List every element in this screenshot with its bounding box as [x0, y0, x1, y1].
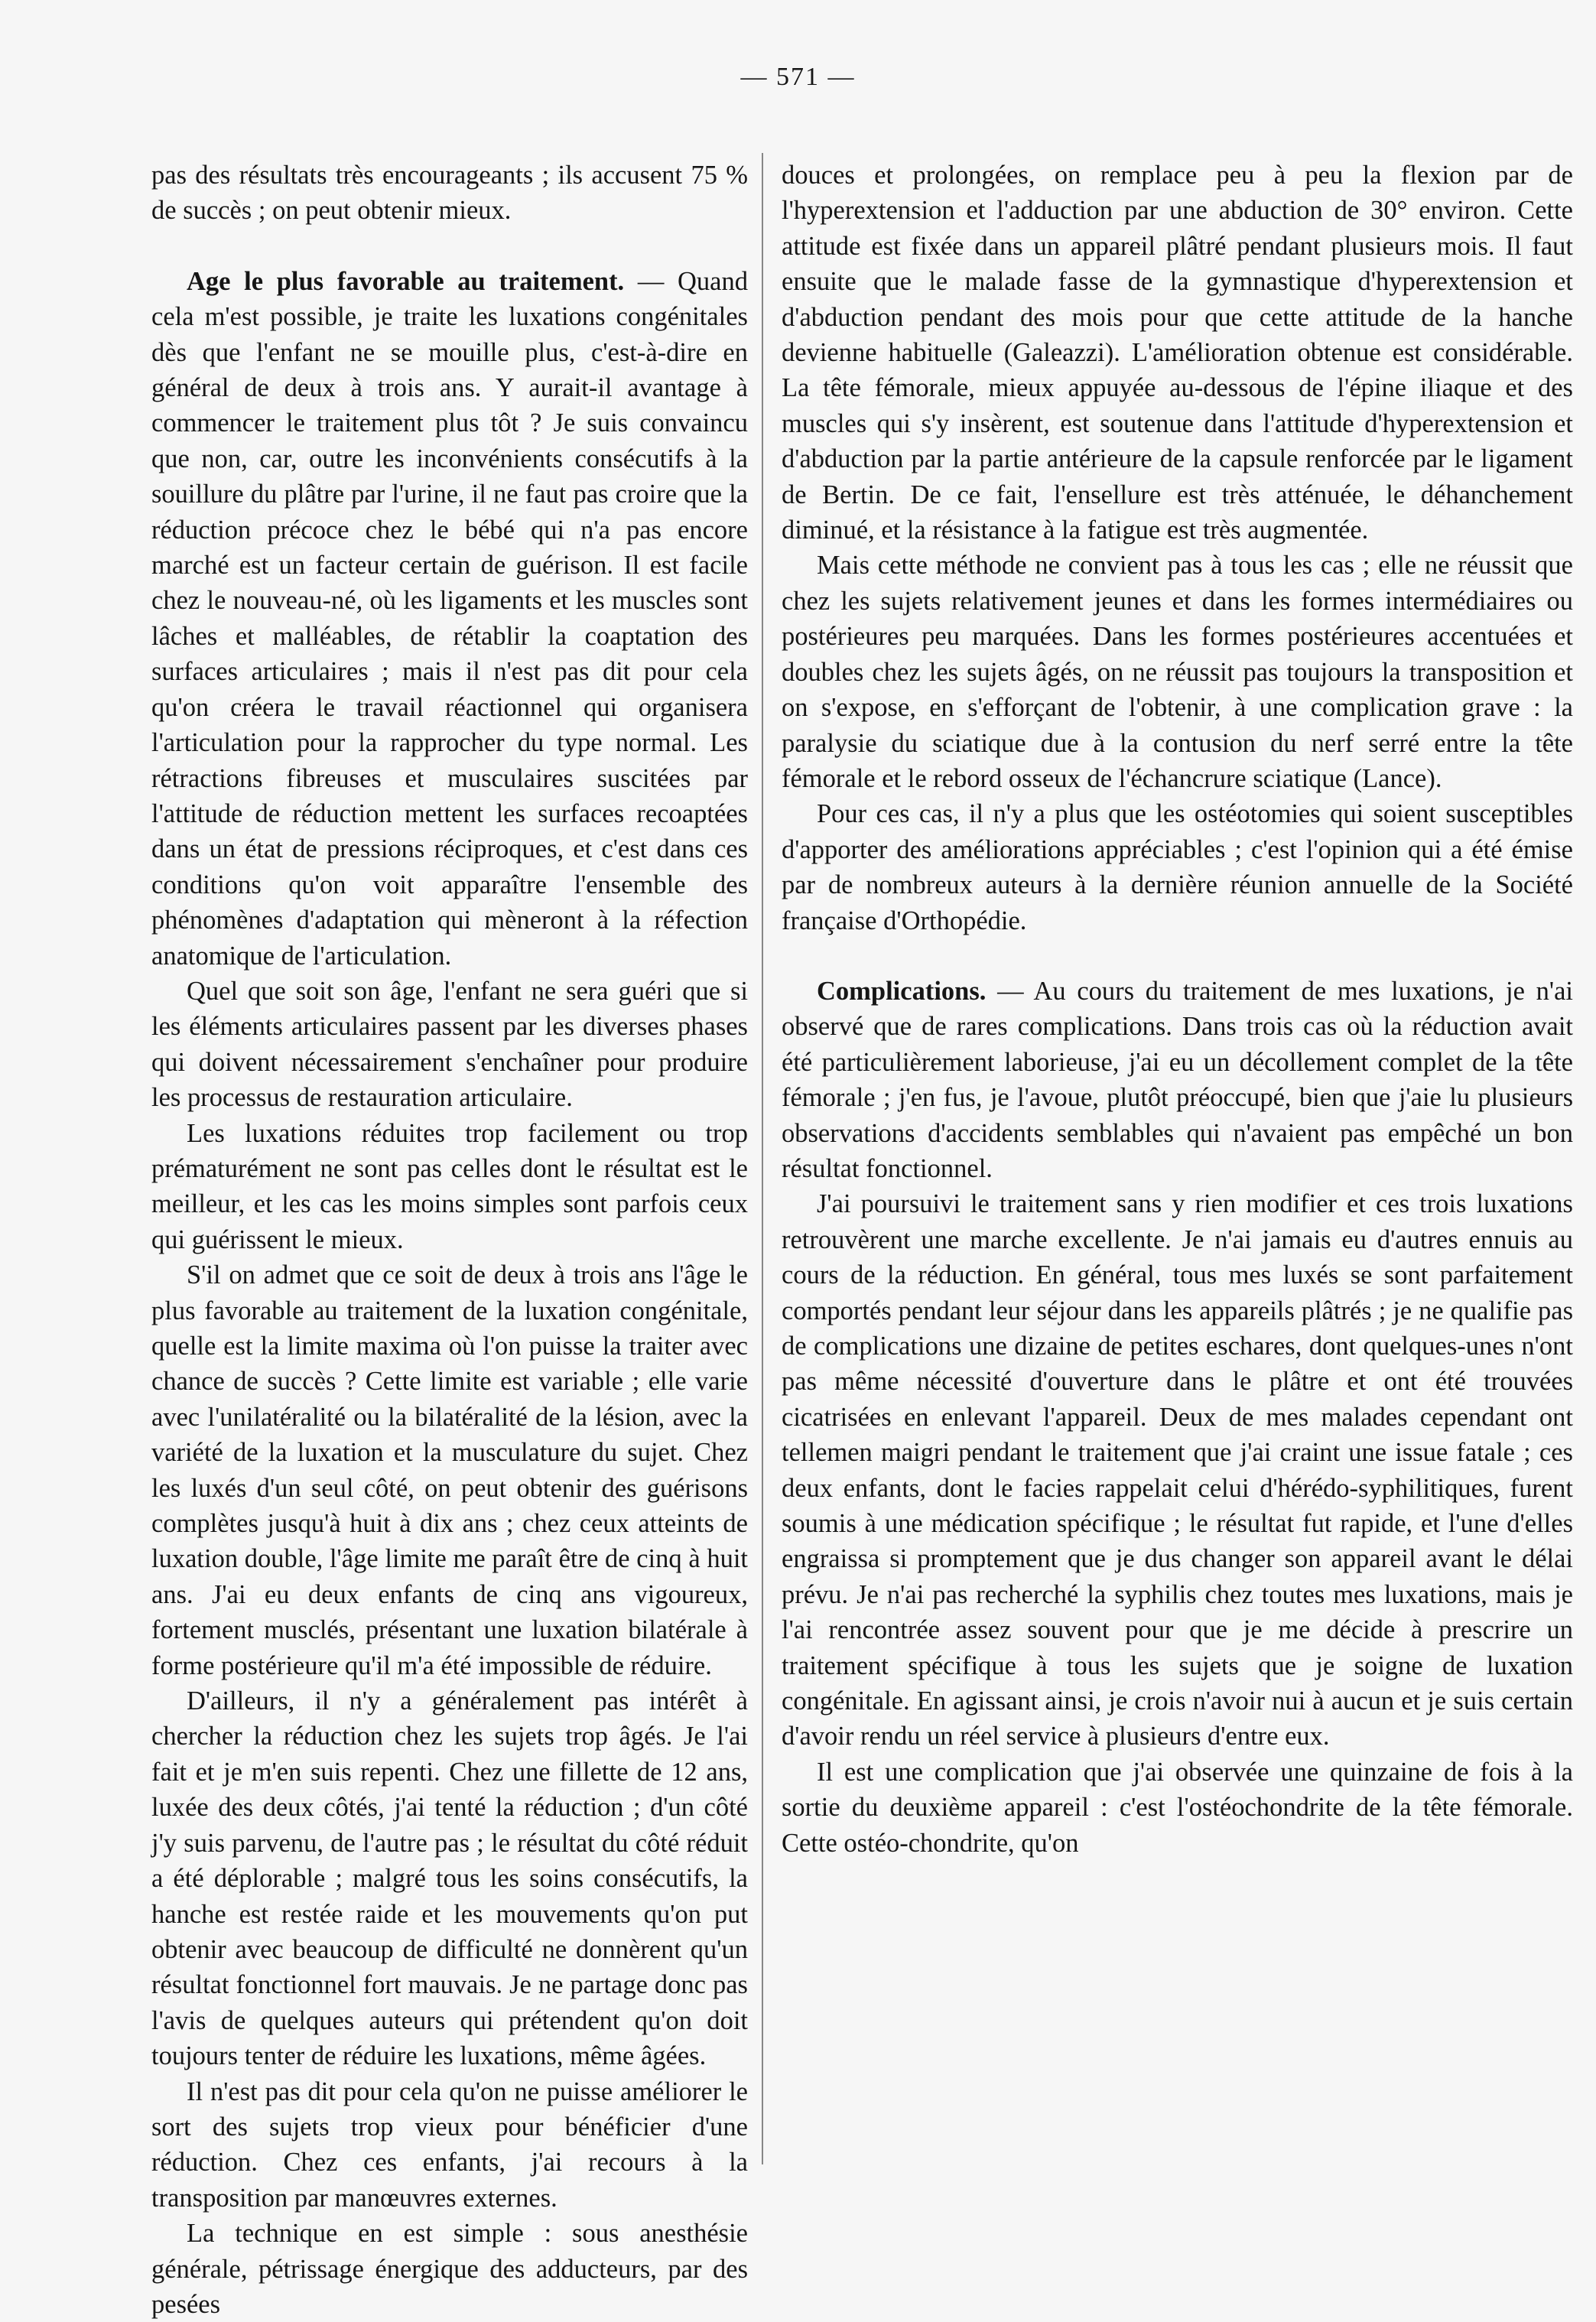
paragraph: douces et prolongées, on remplace peu à peu la flexion par de l'hyperextension et l'adduction par une abduction de 30° environ. Cette attitude est fixée dans un appareil plâtré pendant plusieurs mois. Il faut ensuite que le malade fasse de la gymnastique d'hyperextension et d'abduction pendant des mois pour que cette attitude de la hanche devienne habituelle (Galeazzi). L'amélioration obtenue est considérable. La tête fémorale, mieux appuyée au-dessous de l'épine iliaque et des muscles qui s'y insèrent, est soutenue dans l'attitude d'hyperextension et d'abduction par la partie antérieure de la capsule renforcée par le ligament de Bertin. De ce fait, l'ensellure est très atténuée, le déhanchement diminué, et la résistance à la fatigue est très augmentée. — [782, 161, 1573, 545]
paragraph: pas des résultats très encourageants ; ils accusent 75 % de succès ; on peut obtenir mieux. — [151, 161, 748, 226]
paragraph: D'ailleurs, il n'y a généralement pas intérêt à chercher la réduction chez les sujets trop âgés. Je l'ai fait et je m'en suis repenti. Chez une fillette de 12 ans, luxée des deux côtés, j'ai tenté la réduction ; d'un côté j'y suis parvenu, de l'autre pas ; le résultat du côté réduit a été déplorable ; malgré tous les soins consécutifs, la hanche est restée raide et les mouvements qu'on put obtenir avec beaucoup de difficulté ne donnèrent qu'un résultat fonctionnel fort mauvais. Je ne partage donc pas l'avis de quelques auteurs qui prétendent qu'on doit toujours tenter de réduire les luxations, même âgées. — [151, 1686, 748, 2071]
page-number: — 571 — — [740, 63, 856, 91]
right-column — [782, 158, 1573, 1861]
section-paragraph-age: Age le plus favorable au traitement. — Quand cela m'est possible, je traite les luxations congénitales dès que l'enfant ne se mouille plus, c'est-à-dire en général de deux à trois ans. Y aurait-il avantage à commencer le traitement plus tôt ? Je suis convaincu que non, car, outre les inconvénients consécutifs à la souillure du plâtre par l'urine, il ne faut pas croire que la réduction précoce chez le bébé qui n'a pas encore marché est un facteur certain de guérison. Il est facile chez le nouveau-né, où les ligaments et les muscles sont lâches et malléables, de rétablir la coaptation des surfaces articulaires ; mais il n'est pas dit pour cela qu'on créera le travail réactionnel qui organisera l'articulation pour la rapprocher du type normal. Les rétractions fibreuses et musculaires suscitées par l'attitude de réduction mettent les surfaces recoaptées dans un état de pressions réciproques, et c'est dans ces conditions qu'on voit apparaître l'ensemble des phénomènes d'adaptation qui mèneront à la réfection anatomique de l'articulation. — [151, 266, 748, 971]
paragraph: Il est une complication que j'ai observée une quinzaine de fois à la sortie du deuxième appareil : c'est l'ostéochondrite de la tête fémorale. Cette ostéo-chondrite, qu'on — [782, 1757, 1573, 1858]
left-column — [151, 158, 748, 2322]
paragraph: La technique en est simple : sous anesthésie générale, pétrissage énergique des adducteurs, par des pesées — [151, 2219, 748, 2319]
section-heading: Age le plus favorable au traitement. — [187, 266, 625, 296]
paragraph: J'ai poursuivi le traitement sans y rien modifier et ces trois luxations retrouvèrent une marche excellente. Je n'ai jamais eu d'autres ennuis au cours de la réduction. En général, tous mes luxés se sont parfaitement comportés pendant leur séjour dans les appareils plâtrés ; je ne qualifie pas de complications une dizaine de petites eschares, dont quelques-unes n'ont pas même nécessité d'ouverture dans le plâtre et ont été trouvées cicatrisées en enlevant l'appareil. Deux de mes malades cependant ont tellemen maigri pendant le traitement que j'ai craint une issue fatale ; ces deux enfants, dont le facies rappelait celui d'hérédo-syphilitiques, furent soumis à une médication spécifique ; le résultat fut rapide, et l'une d'elles engraissa si promptement que je dus changer son appareil avant le délai prévu. Je n'ai pas recherché la syphilis chez toutes mes luxations, mais je l'ai rencontrée assez souvent pour que je me décide à prescrire un traitement spécifique à tous les sujets que je soigne de luxation congénitale. En agissant ainsi, je crois n'avoir nui à aucun et je suis certain d'avoir rendu un réel service à plusieurs d'entre eux. — [782, 1189, 1573, 1751]
paragraph: Pour ces cas, il n'y a plus que les ostéotomies qui soient susceptibles d'apporter des améliorations appréciables ; c'est l'opinion qui a été émise par de nombreux auteurs à la dernière réunion annuelle de la Société française d'Orthopédie. — [782, 799, 1573, 935]
paragraph: Il n'est pas dit pour cela qu'on ne puisse améliorer le sort des sujets trop vieux pour bénéficier d'une réduction. Chez ces enfants, j'ai recours à la transposition par manœuvres externes. — [151, 2076, 748, 2213]
paragraph: Les luxations réduites trop facilement ou trop prématurément ne sont pas celles dont le résultat est le meilleur, et les cas les moins simples sont parfois ceux qui guérissent le mieux. — [151, 1118, 748, 1254]
column-divider — [762, 153, 763, 2164]
paragraph: Quel que soit son âge, l'enfant ne sera guéri que si les éléments articulaires passent par les diverses phases qui doivent nécessairement s'enchaîner pour produire les processus de restauration articulaire. — [151, 976, 748, 1113]
section-heading: Complications. — [817, 976, 987, 1006]
paragraph: Mais cette méthode ne convient pas à tous les cas ; elle ne réussit que chez les sujets relativement jeunes et dans les formes intermédiaires ou postérieures peu marquées. Dans les formes postérieures accentuées et doubles chez les sujets âgés, on ne réussit pas toujours la transposition et on s'expose, en s'efforçant de l'obtenir, à une complication grave : la paralysie du sciatique due à la contusion du nerf serré entre la tête fémorale et le rebord osseux de l'échancrure sciatique (Lance). — [782, 551, 1573, 793]
section-paragraph-complications: Complications. — Au cours du traitement de mes luxations, je n'ai observé que de rares complications. Dans trois cas où la réduction avait été particulièrement laborieuse, j'ai eu un décollement complet de la tête fémorale ; j'en fus, je l'avoue, plutôt préoccupé, bien que j'aie lu plusieurs observations d'accidents semblables qui n'avaient pas empêché un bon résultat fonctionnel. — [782, 976, 1573, 1183]
paragraph: S'il on admet que ce soit de deux à trois ans l'âge le plus favorable au traitement de la luxation congénitale, quelle est la limite maxima où l'on puisse la traiter avec chance de succès ? Cette limite est variable ; elle varie avec l'unilatéralité ou la bilatéralité de la lésion, avec la variété de la luxation et la musculature du sujet. Chez les luxés d'un seul côté, on peut obtenir des guérisons complètes jusqu'à huit à dix ans ; chez ceux atteints de luxation double, l'âge limite me paraît être de cinq à huit ans. J'ai eu deux enfants de cinq ans vigoureux, fortement musclés, présentant une luxation bilatérale à forme postérieure qu'il m'a été impossible de réduire. — [151, 1260, 748, 1680]
